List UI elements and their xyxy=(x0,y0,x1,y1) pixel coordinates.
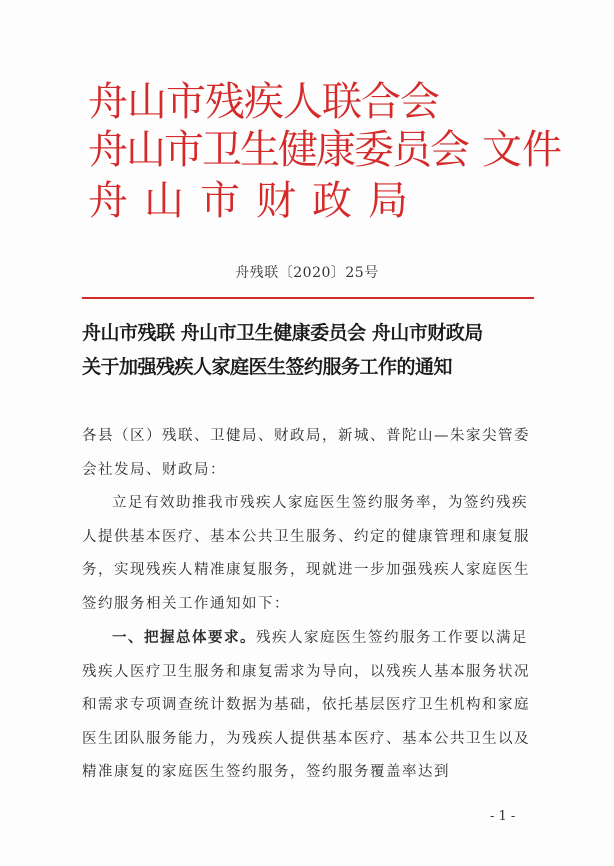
notice-title-line-2: 关于加强残疾人家庭医生签约服务工作的通知 xyxy=(82,356,453,378)
issuer-line-2 xyxy=(88,126,562,174)
section-1-heading: 一、把握总体要求。 xyxy=(112,629,256,646)
intro-text: 立足有效助推我市残疾人家庭医生签约服务率，为签约残疾人提供基本医疗、基本公共卫生服务、约定的健康管理和康复服务，实现残疾人精准康复服务，现就进一步加强残疾人家庭医生签约服务相关工作通知如下： xyxy=(82,495,530,612)
salutation xyxy=(82,420,534,487)
salutation-text: 各县（区）残联、卫健局、财政局，新城、普陀山—朱家尖管委会社发局、财政局： xyxy=(82,428,530,478)
section-1-body: 残疾人家庭医生签约服务工作要以满足残疾人医疗卫生服务和康复需求为导向，以残疾人基本服务状况和需求专项调查统计数据为基础，依托基层医疗卫生机构和家庭医生团队服务能力，为残疾人提供基本医疗、基本公共卫生以及精准康复的家庭医生签约服务，签约服务覆盖率达到 xyxy=(82,630,530,780)
notice-title-line-1: 舟山市残联 舟山市卫生健康委员会 舟山市财政局 xyxy=(82,322,483,344)
issuer-line-1: 舟山市残疾人联合会 xyxy=(88,79,439,125)
document-number: 舟残联〔2020〕25号 xyxy=(235,265,379,281)
section-1-paragraph xyxy=(82,621,534,790)
section-1-text xyxy=(82,621,534,790)
page-number: - 1 - xyxy=(490,809,516,824)
document-label: 文件 xyxy=(482,127,562,173)
issuer-line-3: 舟山市财政局 xyxy=(88,178,424,224)
issuer-line-2-name: 舟山市卫生健康委员会 xyxy=(88,127,468,173)
intro-paragraph xyxy=(82,487,534,621)
red-divider-rule xyxy=(82,297,534,299)
